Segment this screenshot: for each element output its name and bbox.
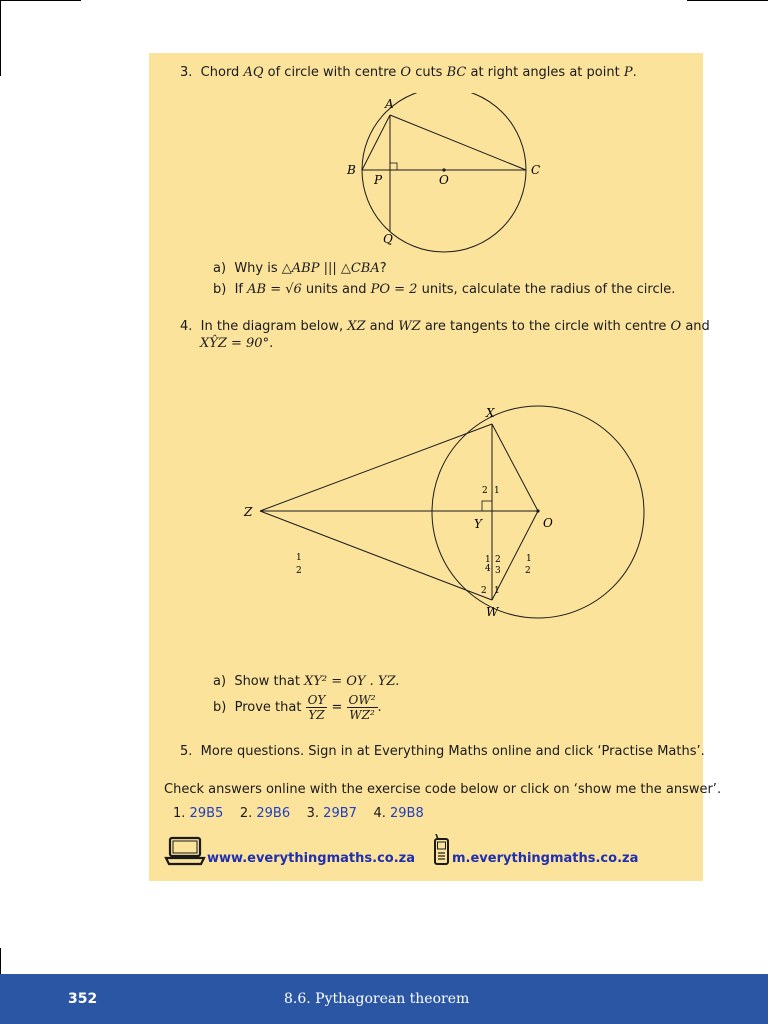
- math-aq: AQ: [243, 65, 264, 80]
- stem-text: In the diagram below,: [200, 319, 348, 334]
- question-number: 3.: [180, 65, 193, 80]
- math-o: O: [670, 319, 682, 334]
- angle-x2: 2: [482, 486, 488, 496]
- math-p: P: [623, 65, 633, 80]
- question-4-stem: [180, 319, 710, 335]
- page-number: 352: [68, 991, 98, 1007]
- part-text: Prove that: [234, 700, 306, 715]
- answer-code-link[interactable]: 29B7: [323, 806, 357, 821]
- stem-text: at right angles at point: [466, 65, 624, 80]
- label-a: A: [385, 97, 394, 111]
- label-p: P: [374, 173, 383, 187]
- question-4a: [213, 674, 399, 690]
- angle-y2: 2: [495, 555, 501, 565]
- part-text: If: [234, 282, 248, 297]
- label-y: Y: [474, 517, 482, 531]
- page-footer: [0, 974, 768, 1024]
- part-label: a): [213, 261, 227, 276]
- answer-number: 2.: [239, 806, 253, 821]
- part-text: ?: [379, 261, 387, 276]
- part-label: b): [213, 282, 227, 297]
- label-o: O: [543, 516, 553, 530]
- answer-number: 3.: [306, 806, 320, 821]
- right-angle-mark: [390, 163, 397, 170]
- fraction-denominator: YZ: [308, 708, 325, 722]
- crop-mark: [0, 948, 1, 974]
- fraction-oy-yz: [306, 693, 328, 722]
- mobile-site-link[interactable]: m.everythingmaths.co.za: [452, 851, 639, 866]
- math-xz: XZ: [347, 319, 366, 334]
- label-o: O: [439, 173, 449, 187]
- math-angle-xyz: XŶZ = 90°.: [200, 336, 274, 351]
- label-b: B: [347, 163, 356, 177]
- part-label: b): [213, 700, 227, 715]
- angle-o2: 2: [525, 566, 531, 576]
- answer-code-link[interactable]: 29B6: [256, 806, 291, 821]
- angle-x1: 1: [494, 486, 500, 496]
- answer-codes: [173, 806, 424, 822]
- math-po: PO = 2: [370, 282, 418, 297]
- label-z: Z: [244, 505, 253, 519]
- answers-intro: Check answers online with the exercise code below or click on ‘show me the answer’.: [164, 782, 722, 797]
- math-similar-triangles: △ABP ||| △CBA: [281, 261, 380, 276]
- laptop-icon: [164, 836, 206, 866]
- math-ab: AB = √6: [247, 282, 302, 297]
- mobile-phone-icon: [432, 834, 450, 866]
- stem-text: Chord: [200, 65, 244, 80]
- stem-text: .: [632, 65, 637, 80]
- label-q: Q: [383, 232, 393, 246]
- stem-text: of circle with centre: [263, 65, 401, 80]
- line-ab: [362, 115, 390, 170]
- label-w: W: [486, 605, 499, 619]
- question-number: 5.: [180, 744, 193, 759]
- desktop-site-link[interactable]: www.everythingmaths.co.za: [207, 851, 415, 866]
- stem-text: and: [681, 319, 710, 334]
- angle-w1: 1: [494, 586, 500, 596]
- angle-y1: 1: [485, 555, 491, 565]
- math-o: O: [400, 65, 412, 80]
- centre-point: [536, 509, 539, 512]
- question-5: [180, 744, 705, 760]
- crop-mark: [0, 0, 1, 76]
- answer-number: 4.: [373, 806, 386, 821]
- crop-mark: [687, 0, 768, 1]
- crop-mark: [0, 0, 81, 1]
- circle-diagram-q3: [339, 93, 549, 253]
- label-x: X: [486, 406, 495, 420]
- centre-point: [442, 168, 445, 171]
- tangent-zx: [260, 424, 492, 511]
- line-ac: [390, 115, 526, 170]
- part-text: .: [377, 700, 382, 715]
- angle-o1: 1: [526, 554, 532, 564]
- question-4b: [213, 693, 382, 723]
- fraction-numerator: OY: [307, 693, 326, 707]
- radius-ox: [492, 424, 538, 511]
- part-text: Show that: [234, 674, 305, 689]
- stem-text: cuts: [411, 65, 447, 80]
- answer-number: 1.: [173, 806, 186, 821]
- exercise-panel: [149, 53, 722, 881]
- stem-text: are tangents to the circle with centre: [420, 319, 671, 334]
- part-text: Why is: [234, 261, 282, 276]
- fraction-numerator: OW²: [348, 693, 376, 707]
- label-c: C: [531, 163, 541, 177]
- stem-text: and: [365, 319, 399, 334]
- math-wz: WZ: [398, 319, 421, 334]
- angle-y3: 3: [495, 566, 501, 576]
- angle-z1: 1: [296, 553, 302, 563]
- math-xy-squared: XY² = OY . YZ.: [304, 674, 400, 689]
- question-text: More questions. Sign in at Everything Maths online and click ‘Practise Maths’.: [200, 744, 705, 759]
- question-number: 4.: [180, 319, 193, 334]
- fraction-ow-wz: [347, 693, 378, 722]
- question-3b: [213, 282, 675, 298]
- answer-code-link[interactable]: 29B8: [389, 806, 424, 821]
- question-3-stem: [180, 65, 637, 81]
- question-3a: [213, 261, 387, 277]
- part-label: a): [213, 674, 227, 689]
- tangent-diagram-q4: [239, 403, 659, 623]
- tangent-zw: [260, 511, 492, 600]
- math-bc: BC: [446, 65, 467, 80]
- right-angle-mark: [482, 501, 492, 511]
- equals-sign: =: [331, 700, 343, 715]
- section-title: 8.6. Pythagorean theorem: [284, 991, 470, 1007]
- angle-z2: 2: [296, 566, 302, 576]
- angle-y4: 4: [485, 564, 491, 574]
- fraction-denominator: WZ²: [349, 708, 375, 722]
- answer-code-link[interactable]: 29B5: [189, 806, 224, 821]
- angle-w2: 2: [481, 586, 487, 596]
- part-text: units, calculate the radius of the circle.: [417, 282, 676, 297]
- part-text: units and: [301, 282, 371, 297]
